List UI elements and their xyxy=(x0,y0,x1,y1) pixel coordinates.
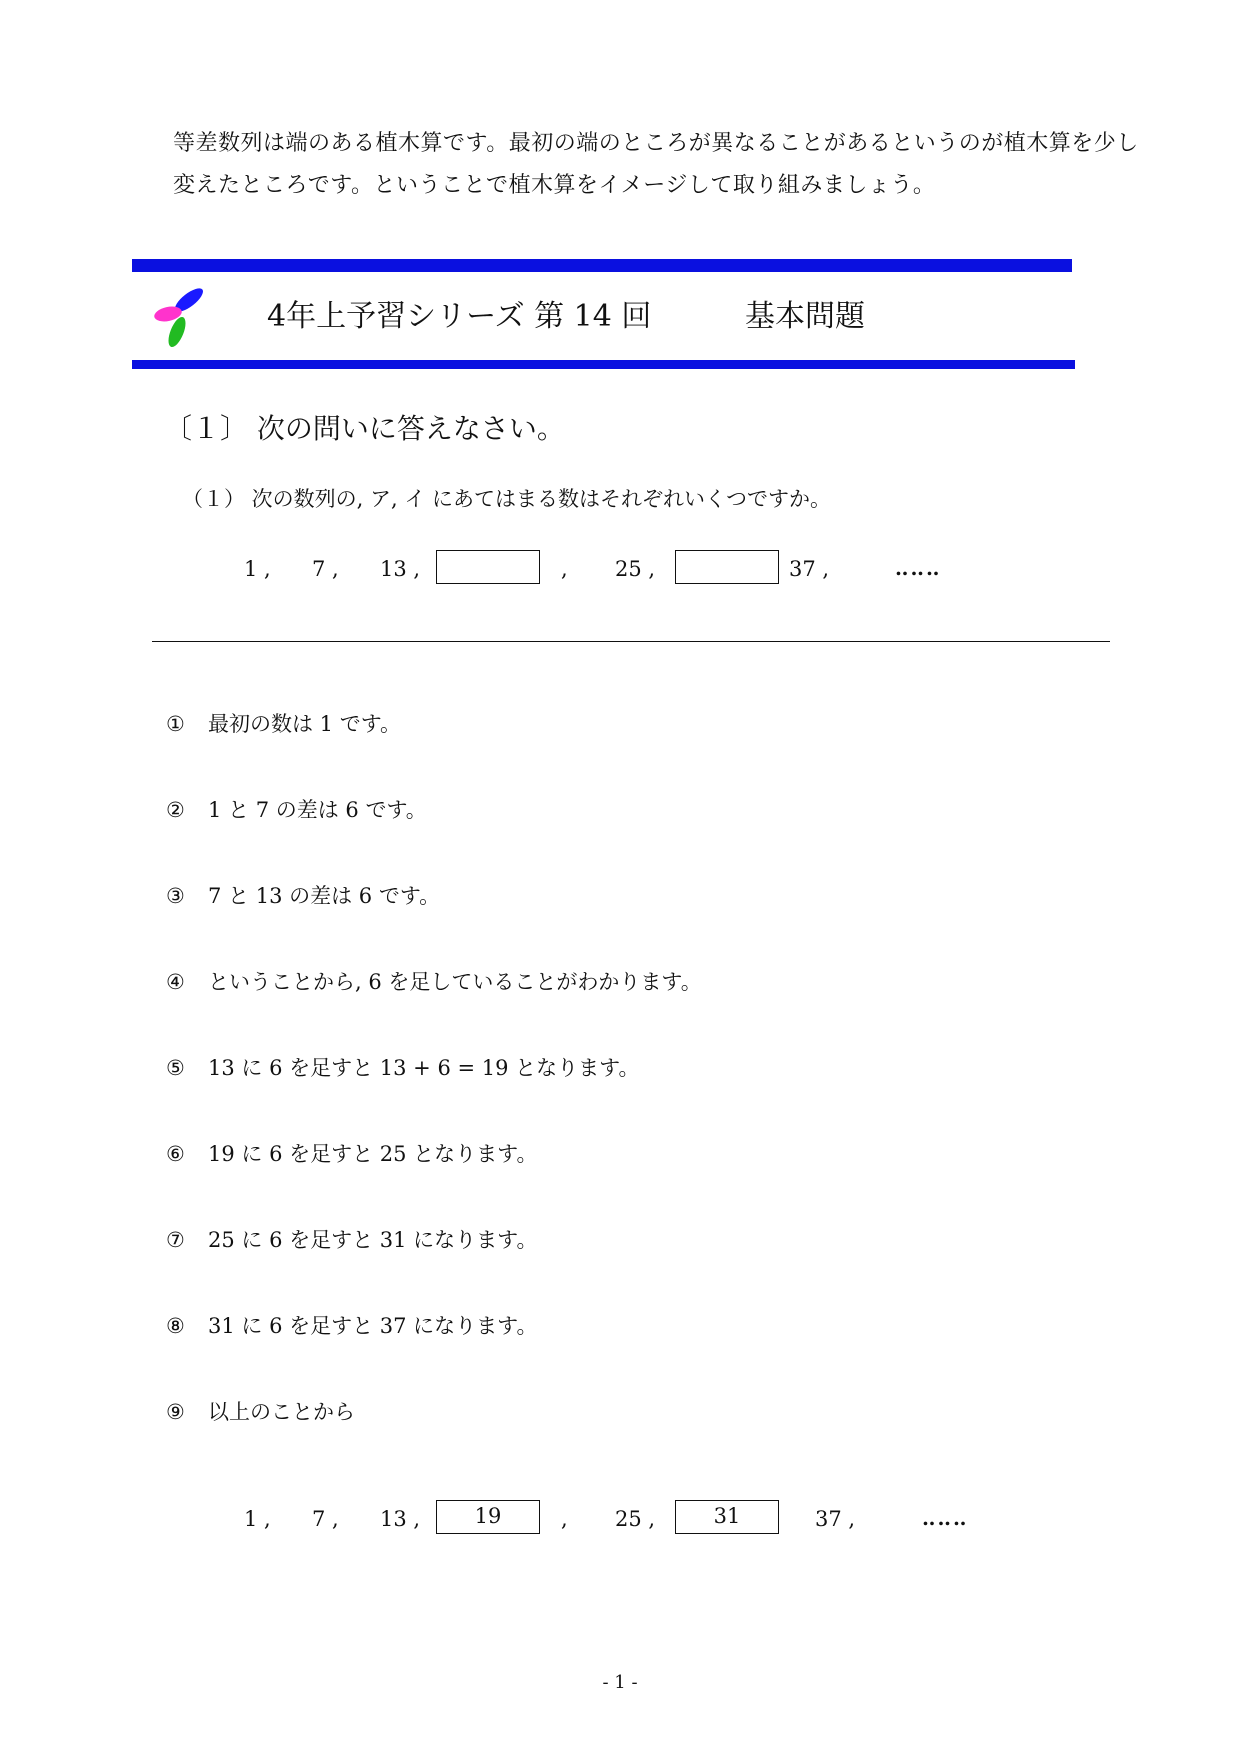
step-marker: ③ xyxy=(166,884,185,908)
sequence-term: 37 , xyxy=(789,557,830,581)
sequence-term: 25 , xyxy=(615,557,656,581)
step-item xyxy=(166,795,427,825)
section-divider xyxy=(152,641,1110,642)
step-item xyxy=(166,1139,538,1169)
step-text: 以上のことから xyxy=(208,1400,355,1424)
step-text: 31 に 6 を足すと 37 になります。 xyxy=(208,1314,538,1338)
sequence-term: 7 , xyxy=(312,557,339,581)
step-text: ということから, 6 を足していることがわかります。 xyxy=(208,970,702,994)
sequence-term: 1 , xyxy=(244,1507,271,1531)
page-number: - 1 - xyxy=(602,1672,638,1693)
step-item xyxy=(166,1053,639,1083)
step-item xyxy=(166,709,401,739)
step-marker: ② xyxy=(166,798,185,822)
intro-line-1: 等差数列は端のある植木算です。最初の端のところが異なることがあるというのが植木算を少し xyxy=(173,131,1139,156)
step-marker: ⑥ xyxy=(166,1142,185,1166)
sequence-term: 37 , xyxy=(815,1507,856,1531)
answer-box-i xyxy=(675,550,779,584)
step-item xyxy=(166,1225,538,1255)
sequence-term: 1 , xyxy=(244,557,271,581)
step-marker: ④ xyxy=(166,970,185,994)
step-text: 25 に 6 を足すと 31 になります。 xyxy=(208,1228,538,1252)
step-item xyxy=(166,881,440,911)
step-text: 7 と 13 の差は 6 です。 xyxy=(208,884,441,908)
sequence-term: 13 , xyxy=(380,557,421,581)
answer-box-a: 19 xyxy=(436,1500,540,1534)
header-label: 基本問題 xyxy=(745,299,865,334)
header-title: 4年上予習シリーズ 第 14 回 xyxy=(267,299,652,334)
sequence-term: 7 , xyxy=(312,1507,339,1531)
sequence-separator: , xyxy=(561,1507,568,1531)
step-text: 1 と 7 の差は 6 です。 xyxy=(208,798,427,822)
question-subtext: （１） 次の数列の, ア, イ にあてはまる数はそれぞれいくつですか。 xyxy=(182,487,832,511)
sequence-term: 13 , xyxy=(380,1507,421,1531)
step-marker: ① xyxy=(166,712,185,736)
logo-icon xyxy=(150,283,206,351)
answer-box-i: 31 xyxy=(675,1500,779,1534)
step-marker: ⑨ xyxy=(166,1400,185,1424)
question-heading: 〔１〕 次の問いに答えなさい。 xyxy=(164,412,565,445)
step-marker: ⑧ xyxy=(166,1314,185,1338)
sequence-separator: , xyxy=(561,557,568,581)
intro-line-2: 変えたところです。ということで植木算をイメージして取り組みましょう。 xyxy=(173,173,936,198)
sequence-term: 25 , xyxy=(615,1507,656,1531)
sequence-ellipsis: ‥‥‥ xyxy=(922,1506,969,1530)
answer-box-a xyxy=(436,550,540,584)
step-marker: ⑤ xyxy=(166,1056,185,1080)
step-item xyxy=(166,1311,538,1341)
step-item xyxy=(166,967,702,997)
sequence-ellipsis: ‥‥‥ xyxy=(895,556,942,580)
header-bar-top xyxy=(132,259,1072,272)
step-item xyxy=(166,1397,355,1427)
step-text: 13 に 6 を足すと 13 + 6 = 19 となります。 xyxy=(208,1056,640,1080)
step-text: 19 に 6 を足すと 25 となります。 xyxy=(208,1142,538,1166)
header-bar-bottom xyxy=(132,360,1075,369)
step-text: 最初の数は 1 です。 xyxy=(208,712,402,736)
step-marker: ⑦ xyxy=(166,1228,185,1252)
